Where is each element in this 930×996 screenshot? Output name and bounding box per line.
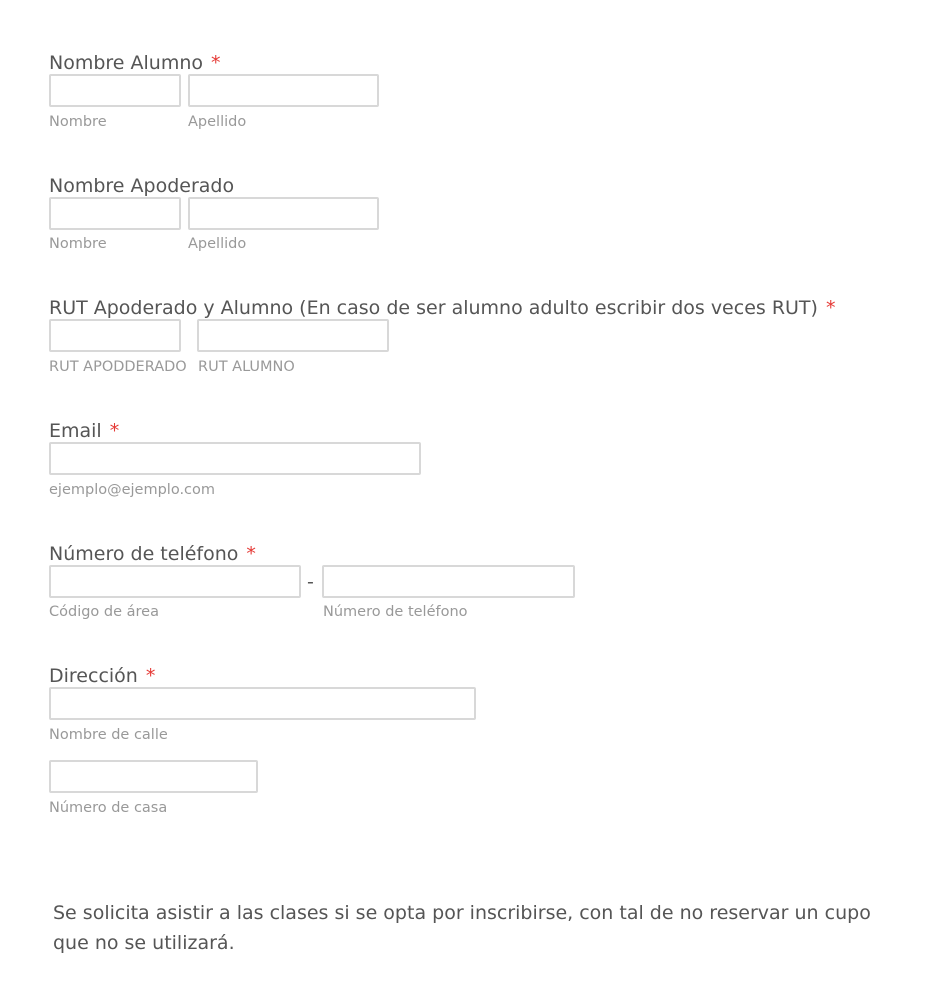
- email-label: [49, 420, 119, 442]
- codigo-area-sublabel: Código de área: [49, 604, 159, 620]
- apoderado-apellido-input[interactable]: [188, 197, 379, 230]
- required-mark: *: [825, 297, 836, 319]
- required-mark: *: [109, 420, 120, 442]
- numero-telefono-sublabel: Número de teléfono: [323, 604, 468, 620]
- required-mark: *: [211, 52, 221, 74]
- nombre-calle-input[interactable]: [49, 687, 476, 720]
- alumno-apellido-input[interactable]: [188, 74, 379, 107]
- phone-separator: -: [307, 571, 314, 593]
- codigo-area-input[interactable]: [49, 565, 301, 598]
- attendance-notice: Se solicita asistir a las clases si se opta por inscribirse, con tal de no reservar un cupo que no se utilizará.: [53, 902, 871, 954]
- nombre-calle-sublabel: Nombre de calle: [49, 727, 168, 743]
- direccion-label-text: Dirección: [49, 665, 138, 687]
- rut-label-text: RUT Apoderado y Alumno (En caso de ser alumno adulto escribir dos veces RUT): [49, 297, 818, 319]
- nombre-alumno-label-text: Nombre Alumno: [49, 52, 204, 74]
- nombre-alumno-label: [49, 52, 221, 74]
- alumno-nombre-input[interactable]: [49, 74, 181, 107]
- rut-alumno-input[interactable]: [197, 319, 389, 352]
- required-mark: *: [246, 543, 256, 565]
- numero-casa-input[interactable]: [49, 760, 258, 793]
- numero-telefono-input[interactable]: [322, 565, 575, 598]
- telefono-label: [49, 543, 256, 565]
- numero-casa-sublabel: Número de casa: [49, 800, 168, 816]
- apoderado-nombre-input[interactable]: [49, 197, 181, 230]
- rut-apoderado-input[interactable]: [49, 319, 181, 352]
- rut-label: [49, 297, 835, 319]
- apoderado-nombre-sublabel: Nombre: [49, 236, 107, 252]
- rut-alumno-sublabel: RUT ALUMNO: [198, 359, 295, 375]
- rut-apoderado-sublabel: RUT APODDERADO: [49, 359, 187, 375]
- alumno-apellido-sublabel: Apellido: [188, 114, 247, 130]
- telefono-label-text: Número de teléfono: [49, 543, 239, 565]
- nombre-apoderado-label-text: Nombre Apoderado: [49, 175, 235, 197]
- required-mark: *: [145, 665, 156, 687]
- email-label-text: Email: [49, 420, 102, 442]
- alumno-nombre-sublabel: Nombre: [49, 114, 107, 130]
- direccion-label: [49, 665, 155, 687]
- apoderado-apellido-sublabel: Apellido: [188, 236, 247, 252]
- email-input[interactable]: [49, 442, 421, 475]
- nombre-apoderado-label: [49, 175, 234, 197]
- email-sublabel: ejemplo@ejemplo.com: [49, 482, 216, 498]
